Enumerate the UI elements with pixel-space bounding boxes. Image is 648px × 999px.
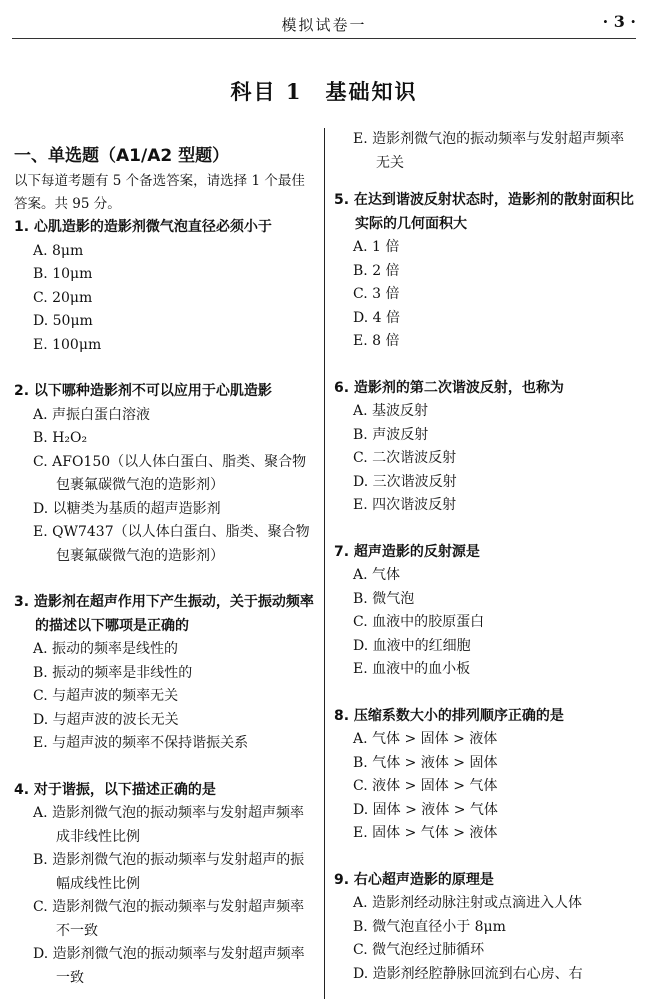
option-c: C. 液体 > 固体 > 气体 (353, 778, 498, 794)
option-a: A. 气体 > 固体 > 液体 (353, 731, 498, 747)
section-instructions: 以下每道考题有 5 个备选答案，请选择 1 个最佳答案。共 95 分。 (14, 173, 305, 212)
option-e: E. 8 倍 (353, 333, 400, 349)
question-7 (334, 541, 634, 682)
option-c: C. 造影剂微气泡的振动频率与发射超声频率不一致 (33, 899, 305, 939)
option-b: B. H₂O₂ (33, 430, 88, 446)
page-header (12, 8, 636, 39)
option-a: A. 造影剂经动脉注射或点滴进入人体 (353, 895, 583, 911)
option-b: B. 微气泡 (353, 590, 415, 607)
option-e: E. QW7437（以人体白蛋白、脂类、聚合物包裹氟碳微气泡的造影剂） (33, 524, 310, 564)
option-d: D. 4 倍 (353, 309, 400, 326)
question-stem: 3. 造影剂在超声作用下产生振动，关于振动频率的描述以下哪项是正确的 (14, 594, 314, 634)
question-8 (334, 705, 634, 846)
question-stem: 6. 造影剂的第二次谐波反射，也称为 (334, 379, 564, 396)
question-5 (334, 189, 634, 354)
question-6 (334, 377, 634, 518)
option-b: B. 振动的频率是非线性的 (33, 664, 193, 681)
option-a: A. 振动的频率是线性的 (33, 641, 179, 657)
option-a: A. 1 倍 (353, 239, 400, 255)
option-d: D. 血液中的红细胞 (353, 637, 471, 654)
option-a: A. 基波反射 (353, 403, 429, 419)
question-stem: 7. 超声造影的反射源是 (334, 543, 480, 560)
subject-title: 科目 1 基础知识 (230, 79, 418, 104)
question-2 (14, 380, 314, 568)
column-divider (324, 128, 325, 999)
option-c: C. 3 倍 (353, 286, 400, 302)
question-stem: 5. 在达到谐波反射状态时，造影剂的散射面积比实际的几何面积大 (334, 192, 634, 232)
option-c: C. 20μm (33, 289, 93, 306)
right-column (334, 128, 634, 986)
section-heading: 一、单选题（A1/A2 型题） (14, 146, 230, 166)
option-b: B. 造影剂微气泡的振动频率与发射超声的振幅成线性比例 (33, 852, 305, 892)
option-b: B. 声波反射 (353, 426, 429, 443)
option-d: D. 造影剂经腔静脉回流到右心房、右 (353, 965, 583, 982)
option-c: C. 血液中的胶原蛋白 (353, 614, 485, 630)
option-a: A. 8μm (33, 242, 84, 259)
option-d: D. 造影剂微气泡的振动频率与发射超声频率一致 (33, 946, 305, 986)
option-d: D. 固体 > 液体 > 气体 (353, 801, 498, 818)
option-c: C. 与超声波的频率无关 (33, 688, 179, 704)
option-d: D. 50μm (33, 313, 93, 329)
question-stem: 4. 对于谐振，以下描述正确的是 (14, 781, 216, 798)
question-stem: 2. 以下哪种造影剂不可以应用于心肌造影 (14, 383, 272, 399)
option-d: D. 三次谐波反射 (353, 473, 457, 490)
question-9 (334, 869, 634, 987)
page-number: · 3 · (602, 12, 636, 31)
option-d: D. 与超声波的波长无关 (33, 711, 179, 728)
option-b: B. 2 倍 (353, 262, 400, 279)
option-e: E. 与超声波的频率不保持谐振关系 (33, 735, 249, 751)
option-b: B. 微气泡直径小于 8μm (353, 918, 506, 935)
question-stem: 9. 右心超声造影的原理是 (334, 871, 494, 888)
question-1 (14, 216, 314, 357)
option-d: D. 以糖类为基质的超声造影剂 (33, 500, 221, 517)
question-3 (14, 591, 314, 756)
option-e: E. 固体 > 气体 > 液体 (353, 825, 498, 841)
option-a: A. 气体 (353, 567, 401, 583)
option-c: C. AFO150（以人体白蛋白、脂类、聚合物包裹氟碳微气泡的造影剂） (33, 453, 307, 493)
option-e: E. 造影剂微气泡的振动频率与发射超声频率无关 (353, 131, 625, 171)
option-a: A. 声振白蛋白溶液 (33, 406, 151, 423)
question-4 (14, 779, 314, 991)
option-c: C. 二次谐波反射 (353, 450, 457, 466)
option-e: E. 血液中的血小板 (353, 661, 471, 677)
option-b: B. 气体 > 液体 > 固体 (353, 754, 498, 771)
question-stem: 1. 心肌造影的造影剂微气泡直径必须小于 (14, 219, 272, 235)
option-b: B. 10μm (33, 266, 93, 282)
option-c: C. 微气泡经过肺循环 (353, 942, 485, 958)
option-a: A. 造影剂微气泡的振动频率与发射超声频率成非线性比例 (33, 805, 305, 845)
question-stem: 8. 压缩系数大小的排列顺序正确的是 (334, 707, 564, 724)
option-e: E. 四次谐波反射 (353, 497, 457, 513)
header-title: 模拟试卷一 (281, 16, 367, 34)
option-e: E. 100μm (33, 336, 102, 353)
left-column (14, 128, 314, 990)
